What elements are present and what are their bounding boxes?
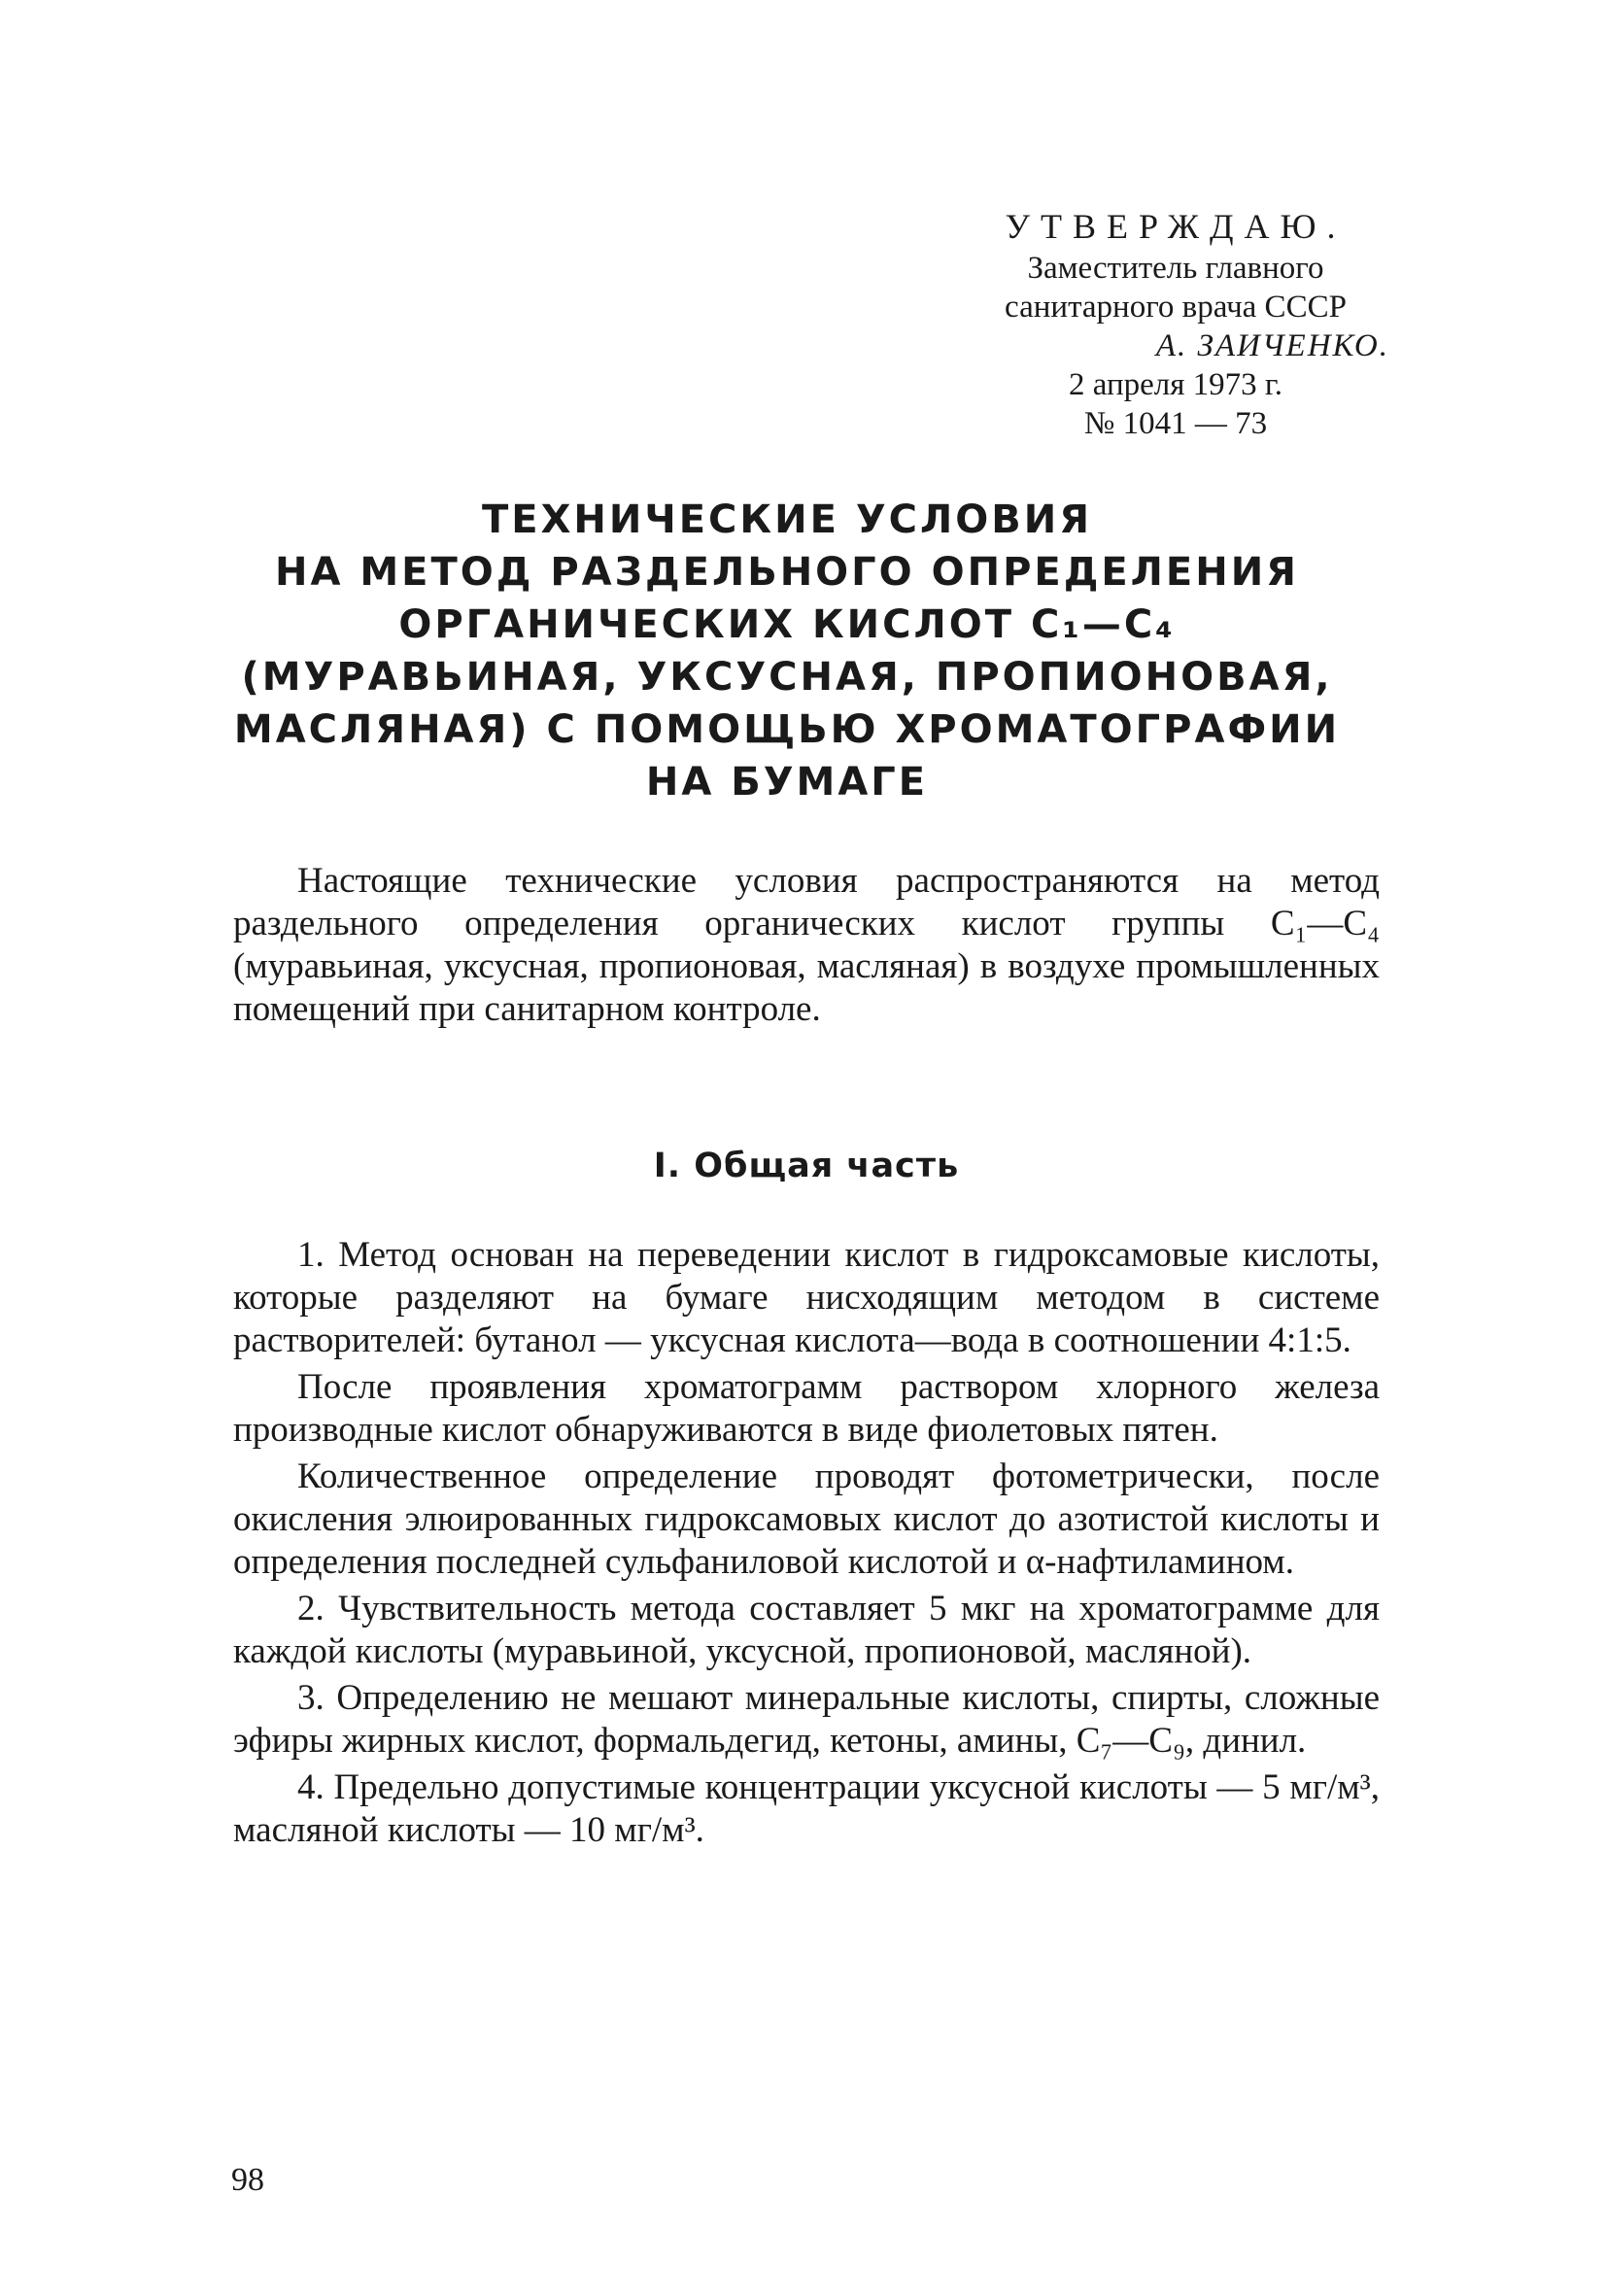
intro-paragraph: Настоящие технические условия распространяются на метод раздельного определения органических кислот группы C₁—C₄ (муравьиная, уксусная, пропионовая, масляная) в воздухе промышленных помещений при санитарном контроле. <box>233 861 1380 1029</box>
title-line-2: НА МЕТОД РАЗДЕЛЬНОГО ОПРЕДЕЛЕНИЯ <box>275 550 1299 595</box>
approval-block <box>957 204 1394 443</box>
paragraph-5: 3. Определению не мешают минеральные кислоты, спирты, сложные эфиры жирных кислот, формальдегид, кетоны, амины, C₇—C₉, динил. <box>233 1678 1380 1761</box>
intro-block <box>233 860 1380 1031</box>
approval-number: № 1041 — 73 <box>1083 406 1268 441</box>
document-title <box>223 494 1351 808</box>
paragraph-4: 2. Чувствительность метода составляет 5 мкг на хроматограмме для каждой кислоты (муравьиной, уксусной, пропионовой, масляной). <box>233 1589 1380 1671</box>
approval-heading: УТВЕРЖДАЮ. <box>1005 207 1347 246</box>
title-line-4: (МУРАВЬИНАЯ, УКСУСНАЯ, ПРОПИОНОВАЯ, <box>241 655 1333 700</box>
section-body <box>233 1234 1380 1856</box>
page-number: 98 <box>231 2162 264 2198</box>
title-line-5: МАСЛЯНАЯ) С ПОМОЩЬЮ ХРОМАТОГРАФИИ <box>233 707 1341 752</box>
paragraph-3: Количественное определение проводят фотометрически, после окисления элюированных гидроксамовых кислот до азотистой кислоты и определения последней сульфаниловой кислотой и α-нафтиламином. <box>233 1456 1380 1582</box>
section-heading: I. Общая часть <box>653 1147 960 1185</box>
approval-date: 2 апреля 1973 г. <box>1069 367 1282 402</box>
approval-position-line2: санитарного врача СССР <box>1005 290 1347 325</box>
title-line-1: ТЕХНИЧЕСКИЕ УСЛОВИЯ <box>481 497 1092 542</box>
paragraph-6: 4. Предельно допустимые концентрации уксусной кислоты — 5 мг/м³, масляной кислоты — 10 мг/м³. <box>233 1767 1380 1850</box>
title-line-6: НА БУМАГЕ <box>645 760 929 805</box>
paragraph-2: После проявления хроматограмм раствором хлорного железа производные кислот обнаруживаются в виде фиолетовых пятен. <box>233 1367 1380 1450</box>
paragraph-1: 1. Метод основан на переведении кислот в гидроксамовые кислоты, которые разделяют на бумаге нисходящим методом в системе растворителей: бутанол — уксусная кислота—вода в соотношении 4:1:5. <box>233 1235 1380 1360</box>
title-line-3: ОРГАНИЧЕСКИХ КИСЛОТ C₁—C₄ <box>398 602 1176 647</box>
approval-position-line1: Заместитель главного <box>1027 251 1324 286</box>
approval-signer: А. ЗАИЧЕНКО. <box>1155 328 1389 363</box>
